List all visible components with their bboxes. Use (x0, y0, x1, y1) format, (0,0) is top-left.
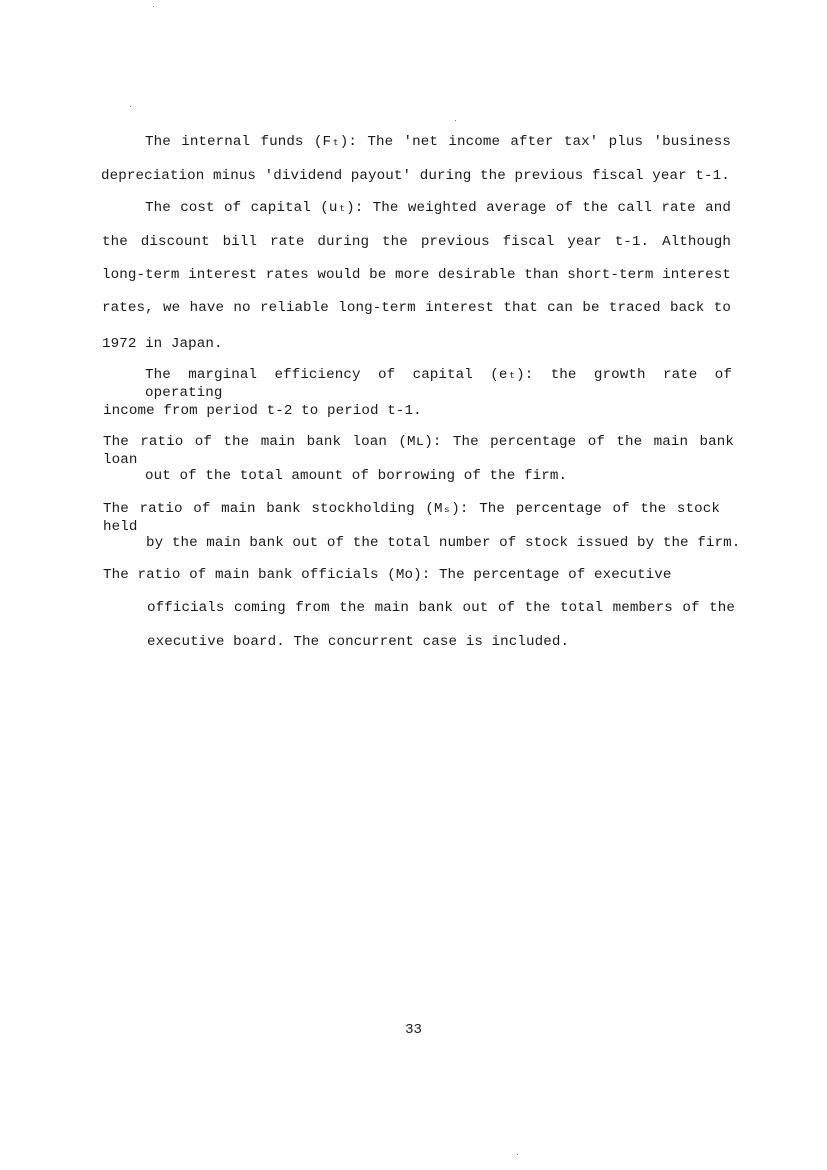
main-bank-officials-line-3: executive board. The concurrent case is included. (147, 634, 570, 650)
main-bank-officials-line-1: The ratio of main bank officials (Mᴏ): The percentage of executive (103, 567, 672, 583)
internal-funds-line-2: depreciation minus 'dividend payout' during the previous fiscal year t-1. (101, 168, 730, 184)
main-bank-loan-line-1: The ratio of the main bank loan (Mʟ): The percentage of the main bank loan (103, 434, 734, 468)
main-bank-stockholding-line-2: by the main bank out of the total number of stock issued by the firm. (146, 535, 741, 551)
cost-of-capital-line-4: rates, we have no reliable long-term interest that can be traced back to (102, 300, 731, 316)
marginal-efficiency-line-2: income from period t-2 to period t-1. (103, 403, 422, 419)
internal-funds-line-1: The internal funds (Fₜ): The 'net income after tax' plus 'business (145, 134, 731, 150)
cost-of-capital-line-3: long-term interest rates would be more desirable than short-term interest (102, 267, 731, 283)
cost-of-capital-line-5: 1972 in Japan. (102, 336, 223, 352)
cost-of-capital-line-2: the discount bill rate during the previous fiscal year t-1. Although (102, 234, 731, 250)
main-bank-stockholding-line-1: The ratio of main bank stockholding (Mₛ): The percentage of the stock held (103, 501, 720, 535)
cost-of-capital-line-1: The cost of capital (uₜ): The weighted average of the call rate and (145, 200, 731, 216)
main-bank-loan-line-2: out of the total amount of borrowing of the firm. (145, 468, 568, 484)
main-bank-officials-line-2: officials coming from the main bank out of the total members of the (147, 600, 735, 616)
scan-speck (455, 120, 456, 121)
scan-speck (153, 6, 154, 7)
page-number: 33 (405, 1022, 422, 1038)
marginal-efficiency-line-1: The marginal efficiency of capital (eₜ): the growth rate of operating (145, 367, 732, 401)
scan-speck (517, 1154, 518, 1155)
scan-speck (130, 106, 131, 107)
